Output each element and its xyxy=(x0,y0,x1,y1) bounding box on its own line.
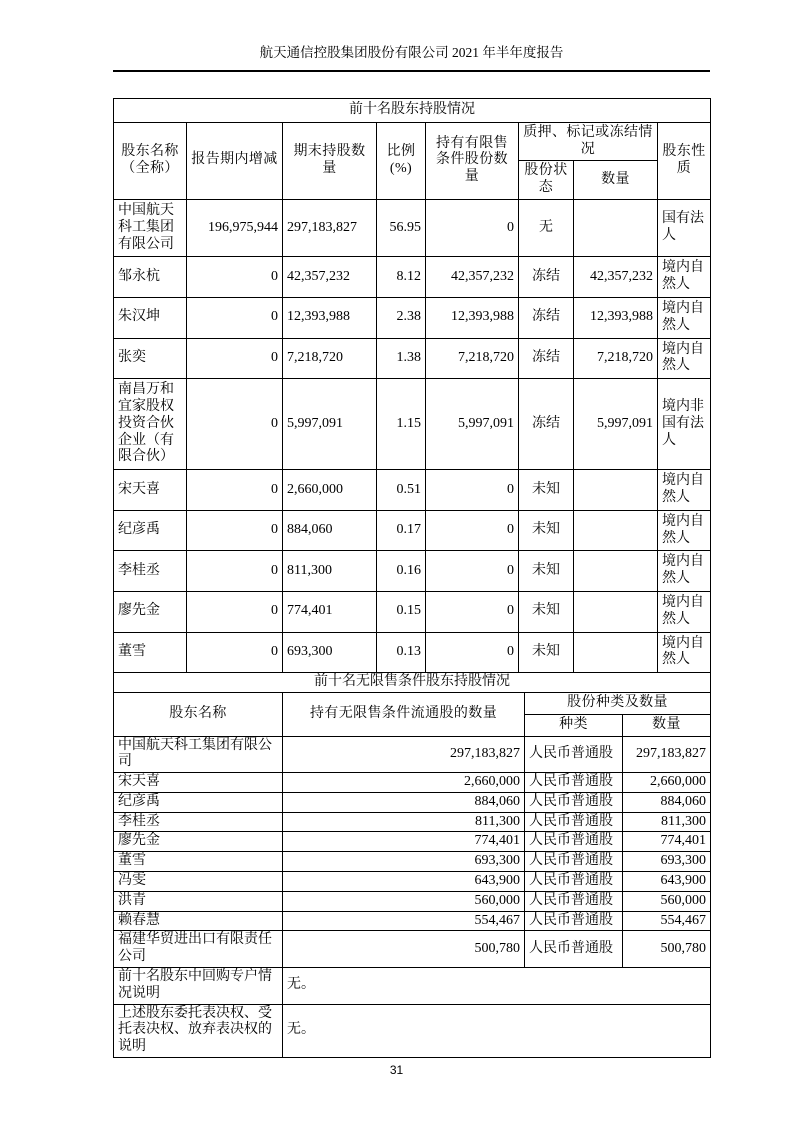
shareholder-nature-cell: 境内自然人 xyxy=(658,551,711,592)
period-change-cell: 0 xyxy=(187,510,283,551)
shareholder-row xyxy=(114,379,711,470)
col-header-ratio: 比例(%) xyxy=(377,122,426,199)
unrestricted-shares-cell: 560,000 xyxy=(283,891,525,911)
shareholder-nature-cell: 境内自然人 xyxy=(658,297,711,338)
share-type-cell: 人民币普通股 xyxy=(525,872,623,892)
shareholder-name-cell: 廖先金 xyxy=(114,591,187,632)
share-type-cell: 人民币普通股 xyxy=(525,931,623,968)
period-change-cell: 0 xyxy=(187,379,283,470)
unrestricted-shareholders-table xyxy=(113,672,711,1058)
shareholder-row xyxy=(114,911,711,931)
end-shares-cell: 693,300 xyxy=(283,632,377,673)
pledge-qty-cell: 7,218,720 xyxy=(574,338,658,379)
period-change-cell: 0 xyxy=(187,470,283,511)
shareholder-name-cell: 董雪 xyxy=(114,632,187,673)
table2-header-row xyxy=(114,692,711,714)
shareholder-name-cell: 南昌万和宜家股权投资合伙企业（有限合伙） xyxy=(114,379,187,470)
col-header-unrestricted-shares: 持有无限售条件流通股的数量 xyxy=(283,692,525,736)
shareholder-name-cell: 张奕 xyxy=(114,338,187,379)
ratio-cell: 0.13 xyxy=(377,632,426,673)
share-type-cell: 人民币普通股 xyxy=(525,736,623,773)
col-header-share-type-group: 股份种类及数量 xyxy=(525,692,711,714)
pledge-status-cell: 冻结 xyxy=(519,257,574,298)
top-shareholders-table xyxy=(113,98,711,673)
pledge-status-cell: 未知 xyxy=(519,632,574,673)
note-value-cell: 无。 xyxy=(283,968,711,1005)
ratio-cell: 1.38 xyxy=(377,338,426,379)
shareholder-row xyxy=(114,872,711,892)
restricted-shares-cell: 0 xyxy=(426,632,519,673)
pledge-status-cell: 未知 xyxy=(519,551,574,592)
col-header-pledge-status: 股份状态 xyxy=(519,161,574,200)
table2-title: 前十名无限售条件股东持股情况 xyxy=(114,673,711,693)
shareholder-name-cell: 宋天喜 xyxy=(114,470,187,511)
shareholder-row xyxy=(114,338,711,379)
share-qty-cell: 643,900 xyxy=(623,872,711,892)
end-shares-cell: 2,660,000 xyxy=(283,470,377,511)
note-row xyxy=(114,968,711,1005)
shareholder-nature-cell: 国有法人 xyxy=(658,199,711,256)
period-change-cell: 0 xyxy=(187,632,283,673)
shareholder-name-cell: 廖先金 xyxy=(114,832,283,852)
shareholder-row xyxy=(114,199,711,256)
shareholder-name-cell: 纪彦禹 xyxy=(114,510,187,551)
shareholder-row xyxy=(114,812,711,832)
share-type-cell: 人民币普通股 xyxy=(525,773,623,793)
unrestricted-shares-cell: 774,401 xyxy=(283,832,525,852)
shareholder-row xyxy=(114,257,711,298)
pledge-qty-cell xyxy=(574,591,658,632)
restricted-shares-cell: 0 xyxy=(426,551,519,592)
pledge-status-cell: 冻结 xyxy=(519,379,574,470)
col-header-pledge-qty: 数量 xyxy=(574,161,658,200)
unrestricted-shares-cell: 500,780 xyxy=(283,931,525,968)
period-change-cell: 0 xyxy=(187,338,283,379)
share-qty-cell: 774,401 xyxy=(623,832,711,852)
restricted-shares-cell: 42,357,232 xyxy=(426,257,519,298)
period-change-cell: 0 xyxy=(187,297,283,338)
col-header-shareholder-name: 股东名称 xyxy=(114,692,283,736)
pledge-qty-cell: 12,393,988 xyxy=(574,297,658,338)
shareholder-nature-cell: 境内自然人 xyxy=(658,257,711,298)
shareholder-name-cell: 纪彦禹 xyxy=(114,792,283,812)
shareholder-row xyxy=(114,510,711,551)
col-header-nature: 股东性质 xyxy=(658,122,711,199)
col-header-end-shares: 期末持股数量 xyxy=(283,122,377,199)
restricted-shares-cell: 0 xyxy=(426,591,519,632)
pledge-qty-cell xyxy=(574,551,658,592)
shareholder-row xyxy=(114,632,711,673)
share-qty-cell: 884,060 xyxy=(623,792,711,812)
col-header-pledge-group: 质押、标记或冻结情况 xyxy=(519,122,658,161)
share-qty-cell: 500,780 xyxy=(623,931,711,968)
col-header-period-change: 报告期内增减 xyxy=(187,122,283,199)
ratio-cell: 0.15 xyxy=(377,591,426,632)
share-qty-cell: 693,300 xyxy=(623,852,711,872)
pledge-qty-cell xyxy=(574,632,658,673)
share-qty-cell: 297,183,827 xyxy=(623,736,711,773)
restricted-shares-cell: 12,393,988 xyxy=(426,297,519,338)
pledge-status-cell: 未知 xyxy=(519,591,574,632)
shareholder-row xyxy=(114,773,711,793)
col-header-share-type: 种类 xyxy=(525,714,623,736)
shareholder-nature-cell: 境内自然人 xyxy=(658,470,711,511)
note-row xyxy=(114,1004,711,1057)
shareholder-nature-cell: 境内自然人 xyxy=(658,591,711,632)
unrestricted-shares-cell: 811,300 xyxy=(283,812,525,832)
unrestricted-shares-cell: 643,900 xyxy=(283,872,525,892)
ratio-cell: 0.51 xyxy=(377,470,426,511)
ratio-cell: 0.16 xyxy=(377,551,426,592)
pledge-qty-cell xyxy=(574,510,658,551)
shareholder-nature-cell: 境内自然人 xyxy=(658,510,711,551)
pledge-status-cell: 未知 xyxy=(519,510,574,551)
period-change-cell: 0 xyxy=(187,257,283,298)
pledge-status-cell: 冻结 xyxy=(519,338,574,379)
shareholder-name-cell: 邹永杭 xyxy=(114,257,187,298)
unrestricted-shares-cell: 693,300 xyxy=(283,852,525,872)
share-type-cell: 人民币普通股 xyxy=(525,891,623,911)
pledge-status-cell: 未知 xyxy=(519,470,574,511)
period-change-cell: 0 xyxy=(187,551,283,592)
table1-title: 前十名股东持股情况 xyxy=(114,99,711,123)
shareholder-name-cell: 洪青 xyxy=(114,891,283,911)
table1-header-row xyxy=(114,122,711,161)
shareholder-row xyxy=(114,551,711,592)
pledge-qty-cell: 42,357,232 xyxy=(574,257,658,298)
note-label-cell: 前十名股东中回购专户情况说明 xyxy=(114,968,283,1005)
unrestricted-shares-cell: 884,060 xyxy=(283,792,525,812)
share-type-cell: 人民币普通股 xyxy=(525,852,623,872)
pledge-status-cell: 冻结 xyxy=(519,297,574,338)
page-header xyxy=(113,44,710,72)
ratio-cell: 8.12 xyxy=(377,257,426,298)
shareholder-row xyxy=(114,297,711,338)
ratio-cell: 56.95 xyxy=(377,199,426,256)
share-type-cell: 人民币普通股 xyxy=(525,911,623,931)
share-type-cell: 人民币普通股 xyxy=(525,812,623,832)
shareholder-row xyxy=(114,591,711,632)
share-qty-cell: 2,660,000 xyxy=(623,773,711,793)
restricted-shares-cell: 5,997,091 xyxy=(426,379,519,470)
period-change-cell: 0 xyxy=(187,591,283,632)
period-change-cell: 196,975,944 xyxy=(187,199,283,256)
share-type-cell: 人民币普通股 xyxy=(525,792,623,812)
shareholder-name-cell: 福建华贸进出口有限责任公司 xyxy=(114,931,283,968)
end-shares-cell: 774,401 xyxy=(283,591,377,632)
shareholder-row xyxy=(114,792,711,812)
table1-title-row xyxy=(114,99,711,123)
share-qty-cell: 811,300 xyxy=(623,812,711,832)
shareholder-name-cell: 朱汉坤 xyxy=(114,297,187,338)
shareholder-nature-cell: 境内自然人 xyxy=(658,632,711,673)
end-shares-cell: 5,997,091 xyxy=(283,379,377,470)
page-number: 31 xyxy=(389,1063,404,1077)
shareholder-name-cell: 赖春慧 xyxy=(114,911,283,931)
pledge-qty-cell: 5,997,091 xyxy=(574,379,658,470)
col-header-share-qty: 数量 xyxy=(623,714,711,736)
report-title: 航天通信控股集团股份有限公司 2021 年半年度报告 xyxy=(259,45,564,60)
table2-title-row xyxy=(114,673,711,693)
unrestricted-shares-cell: 297,183,827 xyxy=(283,736,525,773)
shareholder-nature-cell: 境内非国有法人 xyxy=(658,379,711,470)
ratio-cell: 0.17 xyxy=(377,510,426,551)
end-shares-cell: 42,357,232 xyxy=(283,257,377,298)
end-shares-cell: 811,300 xyxy=(283,551,377,592)
col-header-restricted-shares: 持有有限售条件股份数量 xyxy=(426,122,519,199)
unrestricted-shares-cell: 2,660,000 xyxy=(283,773,525,793)
shareholder-row xyxy=(114,736,711,773)
note-label-cell: 上述股东委托表决权、受托表决权、放弃表决权的说明 xyxy=(114,1004,283,1057)
end-shares-cell: 7,218,720 xyxy=(283,338,377,379)
shareholder-name-cell: 李桂丞 xyxy=(114,812,283,832)
shareholder-name-cell: 中国航天科工集团有限公司 xyxy=(114,736,283,773)
shareholder-row xyxy=(114,852,711,872)
shareholder-name-cell: 李桂丞 xyxy=(114,551,187,592)
end-shares-cell: 12,393,988 xyxy=(283,297,377,338)
share-qty-cell: 554,467 xyxy=(623,911,711,931)
share-type-cell: 人民币普通股 xyxy=(525,832,623,852)
end-shares-cell: 297,183,827 xyxy=(283,199,377,256)
end-shares-cell: 884,060 xyxy=(283,510,377,551)
shareholder-name-cell: 中国航天科工集团有限公司 xyxy=(114,199,187,256)
restricted-shares-cell: 0 xyxy=(426,470,519,511)
restricted-shares-cell: 0 xyxy=(426,510,519,551)
shareholder-row xyxy=(114,891,711,911)
note-value-cell: 无。 xyxy=(283,1004,711,1057)
ratio-cell: 1.15 xyxy=(377,379,426,470)
unrestricted-shares-cell: 554,467 xyxy=(283,911,525,931)
shareholder-row xyxy=(114,832,711,852)
shareholder-name-cell: 董雪 xyxy=(114,852,283,872)
shareholder-name-cell: 宋天喜 xyxy=(114,773,283,793)
shareholder-row xyxy=(114,931,711,968)
pledge-qty-cell xyxy=(574,199,658,256)
shareholder-row xyxy=(114,470,711,511)
share-qty-cell: 560,000 xyxy=(623,891,711,911)
shareholder-name-cell: 冯雯 xyxy=(114,872,283,892)
restricted-shares-cell: 7,218,720 xyxy=(426,338,519,379)
pledge-qty-cell xyxy=(574,470,658,511)
restricted-shares-cell: 0 xyxy=(426,199,519,256)
shareholder-nature-cell: 境内自然人 xyxy=(658,338,711,379)
pledge-status-cell: 无 xyxy=(519,199,574,256)
col-header-shareholder-name: 股东名称（全称） xyxy=(114,122,187,199)
ratio-cell: 2.38 xyxy=(377,297,426,338)
